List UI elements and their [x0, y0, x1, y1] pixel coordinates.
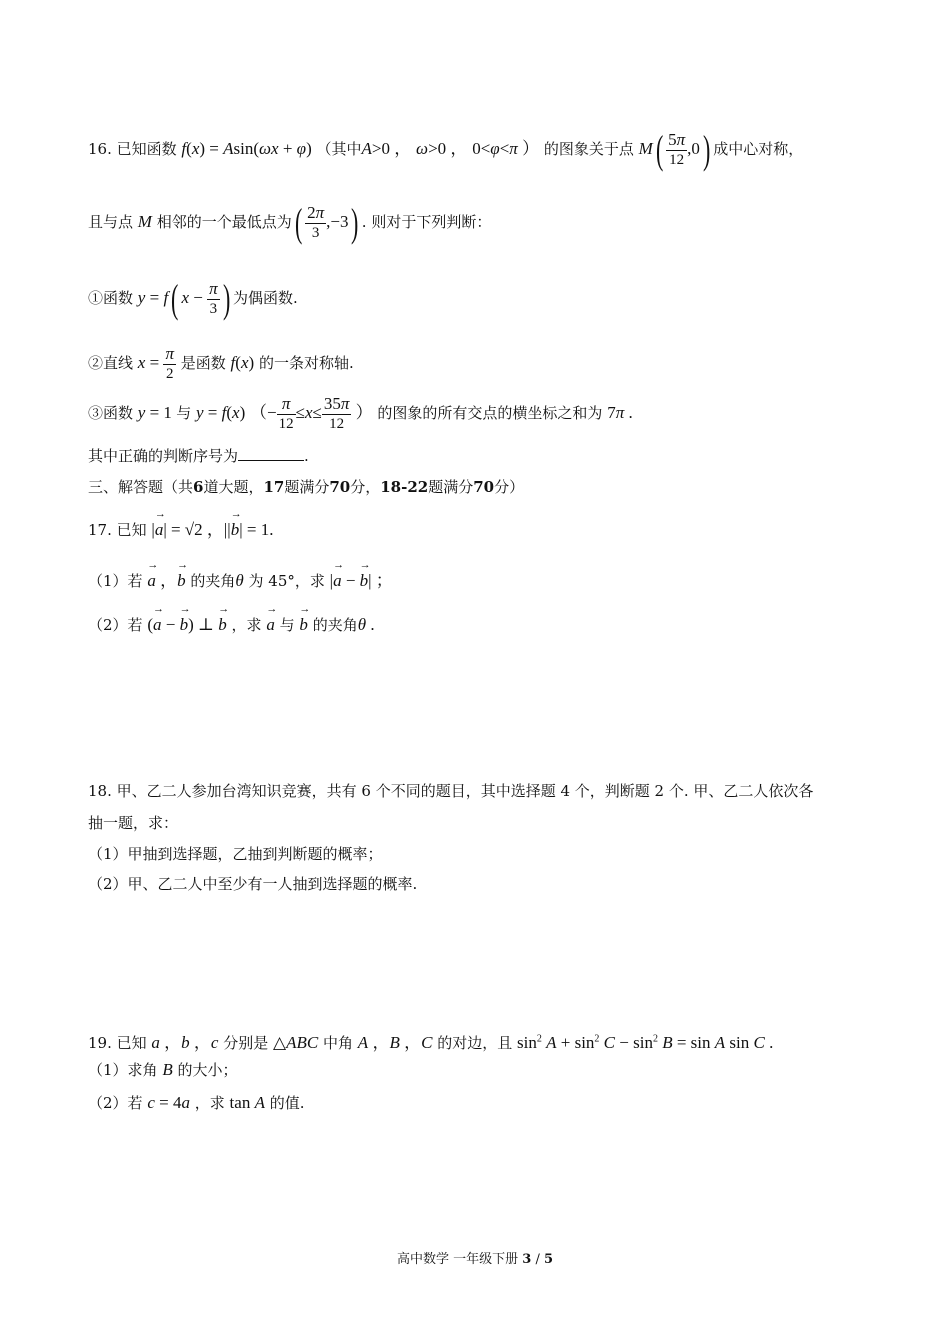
q16-item1: ①函数 y = f( x − $\frac{\pi}{3}$ ) 为偶函数.: [88, 276, 298, 321]
page-footer: 高中数学 一年级下册 3 / 5: [396, 1252, 554, 1267]
q17-stem: 17. 已知 |→ a| = √2 ，||→ b| = 1.: [88, 515, 273, 540]
q16-answer-line: 其中正确的判断序号为 .: [88, 447, 309, 465]
q18-part1: （1）甲抽到选择题，乙抽到判断题的概率；: [88, 845, 383, 863]
page-number: 3: [522, 1252, 532, 1267]
q18-line1: 18. 甲、乙二人参加台湾知识竞赛，共有 6 个不同的题目，其中选择题 4 个，判断题 2 个. 甲、乙二人依次各: [88, 782, 814, 800]
q16-item3: ③函数 y = 1 与 y = f(x) （− $\frac{\pi}{12}$ ≤x≤ $\frac{35\pi}{12}$ ） 的图象的所有交点的横坐标之和为 7π .: [88, 394, 633, 432]
section3-title: 三、解答题（共6道大题，17题满分70分，18-22题满分70分）: [88, 478, 525, 496]
q16-line2: 且与点 M 相邻的一个最低点为( $\frac{2\pi}{3}$ ,−3) . 则对于下列判断：: [88, 200, 492, 245]
q18-part2: （2）甲、乙二人中至少有一人抽到选择题的概率.: [88, 875, 418, 893]
q17-part2: （2）若 (→ a − → b) ⊥ → b ，求 → a 与 → b 的夹角θ .: [88, 614, 375, 635]
q19-stem: 19. 已知 a ，b ，c 分别是 △ABC 中角 A ，B ，C 的对边，且 $\sin^2 A + \sin^2 C - \sin^2 B = \sin A$ sin C .: [88, 1033, 774, 1052]
q18-line2: 抽一题，求：: [88, 814, 179, 832]
page-total: 5: [543, 1252, 554, 1267]
q19-part1: （1）求角 B 的大小；: [88, 1060, 238, 1079]
q19-part2: （2）若 c = 4a ，求 tan A 的值.: [88, 1093, 305, 1112]
answer-blank: [238, 446, 304, 461]
formula-fx: f: [181, 139, 187, 158]
q16-line1: 16. 已知函数 f(x) = Asin(ωx + φ) （其中A>0 ， ω>0 ， 0<φ<π ） 的图象关于点 M( $\frac{5\pi}{12}$ ,0) 成中心对称，: [88, 127, 804, 172]
q17-part1: （1）若 → a ，→ b 的夹角θ 为 45°，求 |→ a − → b| ；: [88, 566, 393, 591]
q16-item2: ②直线 x = $\frac{\pi}{2}$ 是函数 f(x) 的一条对称轴.: [88, 344, 354, 382]
